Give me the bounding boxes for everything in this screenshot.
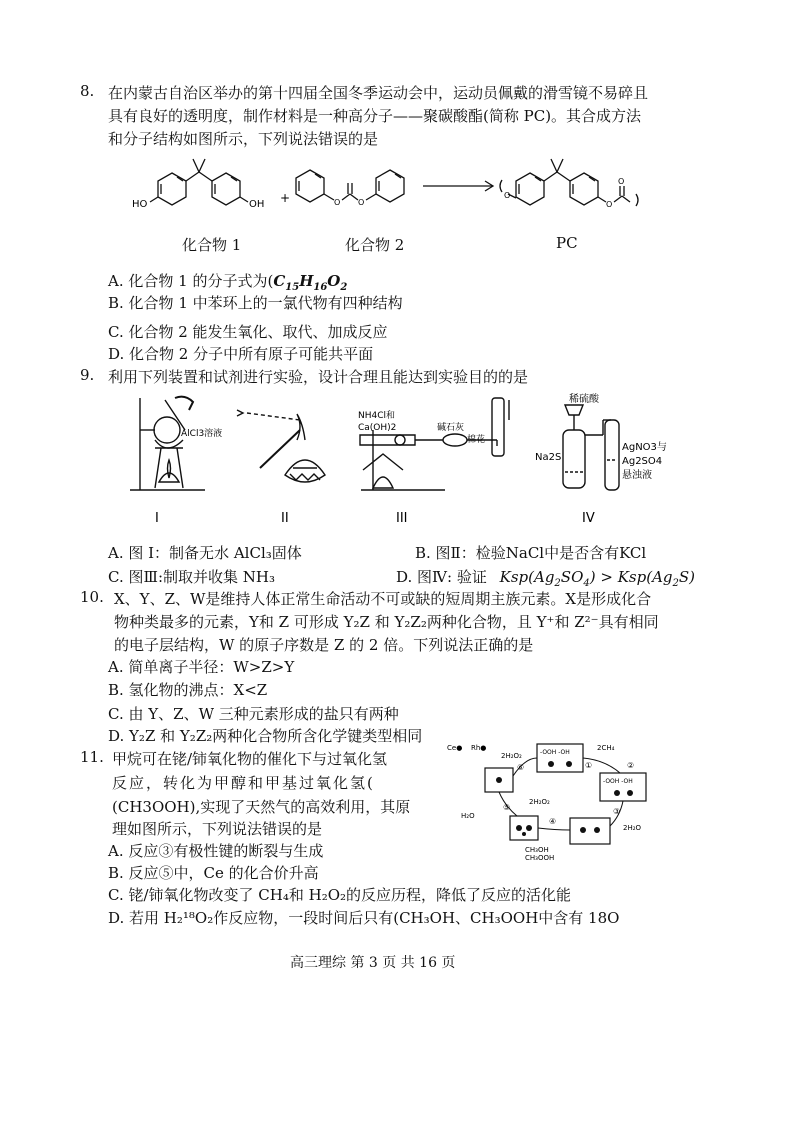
q10-option-d: D. Y₂Z 和 Y₂Z₂两种化合物所含化学键类型相同 xyxy=(108,727,423,745)
q9-option-d-text: D. 图Ⅳ: 验证 xyxy=(396,568,487,586)
pc-o-left: O xyxy=(504,191,511,200)
q11-stem-line-4: 理如图所示，下列说法错误的是 xyxy=(112,820,323,838)
q8-option-a-formula: $C_{15}H_{16}O_2$ xyxy=(273,272,348,293)
q8-stem-line-1: 在内蒙古自治区举办的第十四届全国冬季运动会中，运动员佩戴的滑雪镜不易碎且 xyxy=(108,84,649,102)
q8-option-a-text: A. 化合物 1 的分子式为( xyxy=(108,272,274,290)
q9-option-c: C. 图Ⅲ:制取并收集 NH₃ xyxy=(108,568,275,586)
jianshihui-label: 碱石灰 xyxy=(437,423,465,433)
apparatus-1-label: I xyxy=(155,511,159,526)
legend-ce: Ce● xyxy=(447,744,463,752)
q10-stem-line-3: 的电子层结构，W 的原子序数是 Z 的 2 倍。下列说法正确的是 xyxy=(114,636,534,654)
h2o2-a-label: 2H₂O₂ xyxy=(501,752,522,760)
q11-option-b: B. 反应⑤中，Ce 的化合价升高 xyxy=(108,864,319,882)
q10-option-a: A. 简单离子半径：W>Z>Y xyxy=(108,658,295,676)
apparatus-3-label: III xyxy=(396,511,408,526)
pc-o-top: O xyxy=(618,177,625,186)
compound-1-structure xyxy=(150,159,248,205)
ch3ooh-label: CH₃OOH xyxy=(525,854,555,862)
mianhua-label: 棉花 xyxy=(467,435,486,445)
q11-catalytic-cycle-figure xyxy=(445,738,660,863)
alcl3-label: AlCl3溶液 xyxy=(181,429,223,439)
q11-option-a: A. 反应③有极性键的断裂与生成 xyxy=(108,842,324,860)
apparatus-2 xyxy=(237,410,325,482)
step-2: ② xyxy=(627,761,635,770)
q10-option-b: B. 氢化物的沸点：X<Z xyxy=(108,681,268,699)
q8-option-b: B. 化合物 1 中苯环上的一氯代物有四种结构 xyxy=(108,294,403,312)
step-5: ⑤ xyxy=(503,803,511,812)
nh4cl-label: NH4Cl和 xyxy=(358,411,396,421)
pc-o-right: O xyxy=(606,200,613,209)
legend-rh: Rh● xyxy=(471,744,487,752)
q9-apparatus-figure xyxy=(125,390,667,526)
xuanzhuoye-label: 悬浊液 xyxy=(622,470,652,481)
caoh2-label: Ca(OH)2 xyxy=(358,423,397,433)
pc-label: PC xyxy=(556,234,578,252)
step-4: ④ xyxy=(549,817,557,826)
q10-stem-line-2: 物种类最多的元素，Y和 Z 可形成 Y₂Z 和 Y₂Z₂两种化合物，且 Y⁺和 Z²⁻具有相同 xyxy=(114,613,659,631)
agno3-label: AgNO3与 xyxy=(622,442,667,453)
apparatus-1 xyxy=(130,397,205,490)
compound-2-structure xyxy=(296,170,404,202)
box-top-text: -OOH -OH xyxy=(540,749,570,756)
ch3oh-label: CH₃OH xyxy=(525,846,549,854)
page-footer: 高三理综 第 3 页 共 16 页 xyxy=(290,955,456,971)
reaction-arrow xyxy=(423,181,493,191)
q8-option-c: C. 化合物 2 能发生氧化、取代、加成反应 xyxy=(108,323,388,341)
h2o2-b-label: 2H₂O₂ xyxy=(529,798,550,806)
ag2so4-label: Ag2SO4 xyxy=(622,456,663,467)
plus-sign: + xyxy=(280,191,291,205)
compound-1-label: 化合物 1 xyxy=(182,236,242,254)
apparatus-4-label: IV xyxy=(582,511,595,526)
q8-stem-line-2: 具有良好的透明度，制作材料是一种高分子——聚碳酸酯(简称 PC)。其合成方法 xyxy=(108,107,642,125)
compound-1-oh: OH xyxy=(249,199,265,210)
q11-number: 11. xyxy=(80,748,104,766)
na2s-label: Na2S xyxy=(535,452,562,463)
apparatus-4 xyxy=(563,405,619,490)
q9-option-d xyxy=(396,566,695,589)
xiliusuan-label: 稀硫酸 xyxy=(569,394,599,405)
step-3: ③ xyxy=(613,807,621,816)
h2o-a-label: H₂O xyxy=(461,812,475,820)
apparatus-2-label: II xyxy=(281,511,289,526)
q9-option-b: B. 图Ⅱ：检验NaCl中是否含有KCl xyxy=(415,544,647,562)
compound-2-label: 化合物 2 xyxy=(345,236,405,254)
h2o-b-label: 2H₂O xyxy=(623,824,642,832)
compound-1-ho: HO xyxy=(132,199,148,210)
compound-2-o-1: O xyxy=(334,198,341,207)
q9-option-d-formula: $Ksp(Ag_2SO_4) > Ksp(Ag_2S)$ xyxy=(499,568,696,589)
q8-option-d: D. 化合物 2 分子中所有原子可能共平面 xyxy=(108,345,374,363)
q9-number: 9. xyxy=(80,366,95,384)
q9-stem: 利用下列装置和试剂进行实验，设计合理且能达到实验目的的是 xyxy=(108,368,529,386)
q8-option-a xyxy=(108,270,347,293)
q11-stem-line-2: 反应，转化为甲醇和甲基过氧化氢( xyxy=(112,774,375,792)
step-6: ⑥ xyxy=(517,763,525,772)
q11-stem-line-1: 甲烷可在铑/铈氧化物的催化下与过氧化氢 xyxy=(112,750,388,768)
q8-number: 8. xyxy=(80,82,95,100)
q8-reaction-figure xyxy=(130,150,650,235)
ch4-label: 2CH₄ xyxy=(597,744,615,752)
q11-stem-line-3: (CH3OOH),实现了天然气的高效利用，其原 xyxy=(112,798,411,816)
q11-option-d: D. 若用 H₂¹⁸O₂作反应物，一段时间后只有(CH₃OH、CH₃OOH中含有 18O xyxy=(108,909,620,927)
q11-option-c: C. 铑/铈氧化物改变了 CH₄和 H₂O₂的反应历程，降低了反应的活化能 xyxy=(108,886,572,904)
box-right-text: -OOH -OH xyxy=(603,778,633,785)
q8-stem-line-3: 和分子结构如图所示，下列说法错误的是 xyxy=(108,130,379,148)
q10-number: 10. xyxy=(80,588,104,606)
q10-stem-line-1: X、Y、Z、W是维持人体正常生命活动不可或缺的短周期主族元素。X是形成化合 xyxy=(114,590,652,608)
q10-option-c: C. 由 Y、Z、W 三种元素形成的盐只有两种 xyxy=(108,705,399,723)
compound-2-o-2: O xyxy=(358,198,365,207)
q9-option-a: A. 图 I：制备无水 AlCl₃固体 xyxy=(108,544,302,562)
step-1: ① xyxy=(585,761,593,770)
